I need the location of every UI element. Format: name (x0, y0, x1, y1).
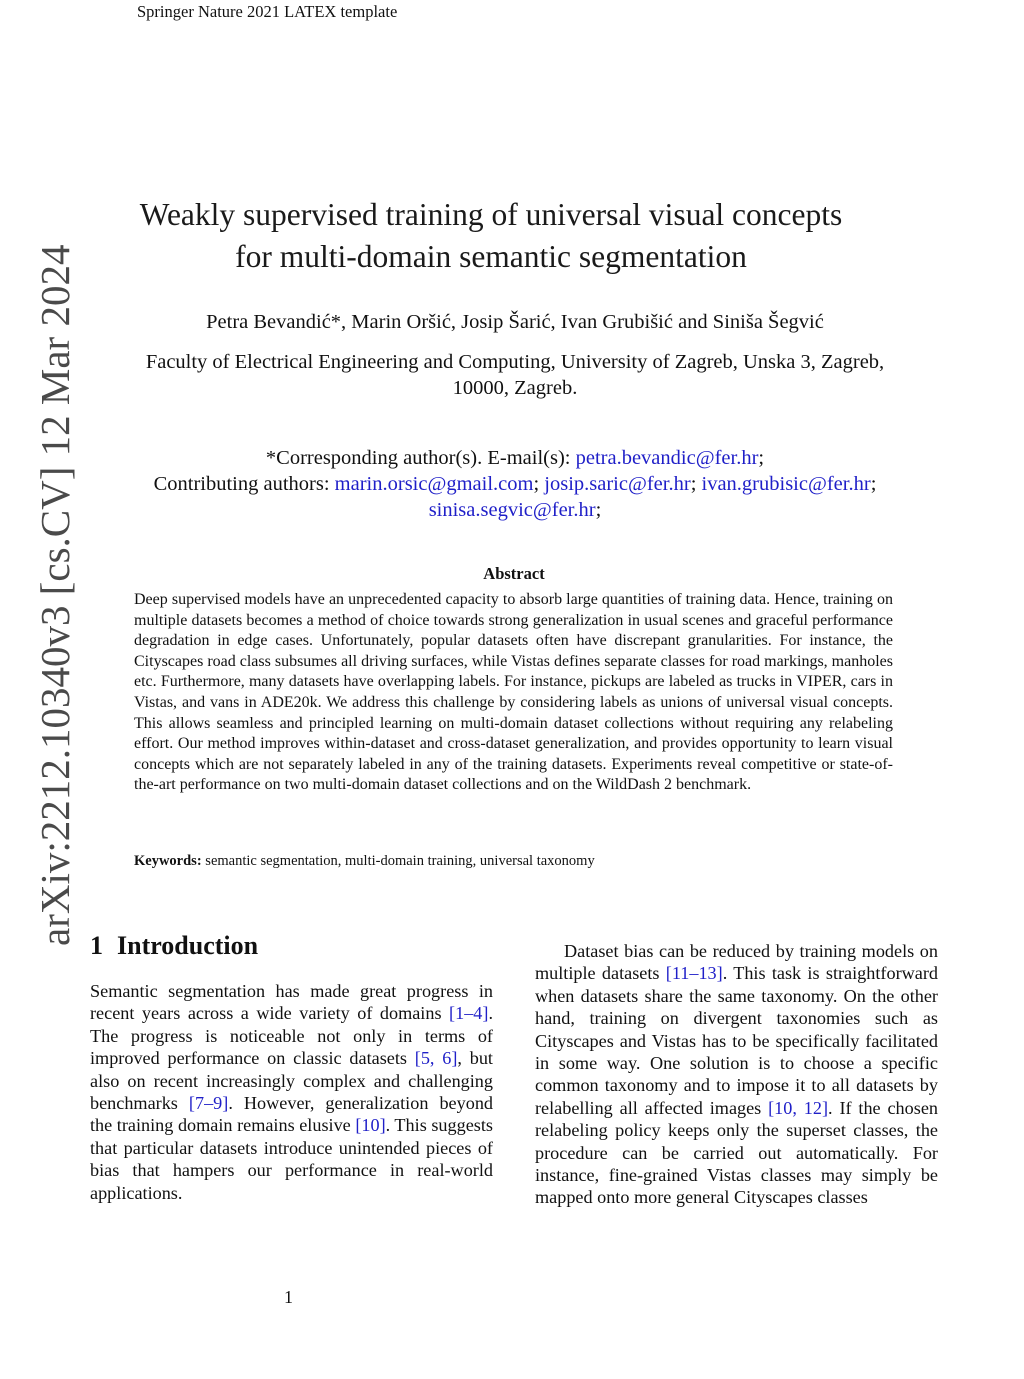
intro-left-column (90, 980, 493, 1204)
email-link[interactable]: marin.orsic@gmail.com (334, 473, 534, 495)
section-title: Introduction (117, 931, 259, 960)
text-run: . This task is straightforward when datasets share the same taxonomy. On the other hand, training on divergent taxonomies such as Cityscapes and Vistas has to be specifically facilitated in some way. One solution is to choose a specific common taxonomy and to impose it to all datasets by relabelling all affected images (535, 963, 938, 1118)
citation-link[interactable]: [5, 6] (414, 1048, 458, 1069)
author-list: Petra Bevandić*, Marin Oršić, Josip Šarić, Ivan Grubišić and Siniša Šegvić (206, 311, 824, 333)
abstract-body: Deep supervised models have an unprecedented capacity to absorb large quantities of training data. Hence, training on multiple datasets becomes a method of choice towards strong generalization in usual scenes and graceful performance degradation in edge cases. Unfortunately, popular datasets often have discrepant granularities. For instance, the Cityscapes road class subsumes all driving surfaces, while Vistas defines separate classes for road markings, manholes etc. Furthermore, many datasets have overlapping labels. For instance, pickups are labeled as trucks in VIPER, cars in Vistas, and vans in ADE20k. We address this challenge by considering labels as unions of universal visual concepts. This allows seamless and principled learning on multi-domain dataset collections without requiring any relabeling effort. Our method improves within-dataset and cross-dataset generalization, and provides opportunity to learn visual concepts which are not separately labeled in any of the training datasets. Experiments reveal competitive or state-of-the-art performance on two multi-domain dataset collections and on the WildDash 2 benchmark. (134, 591, 893, 794)
citation-link[interactable]: [11–13] (665, 963, 723, 984)
text-run: , but also on recent increasingly complex and challenging benchmarks (90, 1048, 493, 1114)
contributing-authors-line-2: sinisa.segvic@fer.hr; (428, 499, 602, 521)
intro-right-column (535, 940, 938, 1209)
keywords (134, 853, 894, 870)
citation-link[interactable]: [10] (355, 1115, 386, 1136)
corresponding-author-line: *Corresponding author(s). E-mail(s): petra.bevandic@fer.hr; (265, 447, 765, 469)
title-line-2: for multi-domain semantic segmentation (235, 239, 747, 274)
affiliation (100, 349, 930, 401)
keywords-label: Keywords: (134, 853, 202, 869)
section-heading (90, 931, 258, 961)
text-run: Semantic segmentation has made great progress in recent years across a wide variety of domains (90, 981, 493, 1024)
contributing-authors-line: Contributing authors: marin.orsic@gmail.com; josip.saric@fer.hr; ivan.grubisic@fer.hr; (153, 473, 877, 495)
email-link[interactable]: petra.bevandic@fer.hr (575, 447, 759, 469)
email-link[interactable]: sinisa.segvic@fer.hr (428, 499, 596, 521)
text-run: . The progress is noticeable not only in terms of improved performance on classic datasets (90, 1003, 493, 1069)
title-line-1: Weakly supervised training of universal visual concepts (139, 197, 843, 232)
contact-block (100, 445, 930, 523)
citation-link[interactable]: [1–4] (449, 1003, 489, 1024)
section-number: 1 (90, 931, 103, 960)
email-link[interactable]: josip.saric@fer.hr (544, 473, 691, 495)
contributing-label: Contributing authors: (153, 473, 335, 495)
keywords-text: semantic segmentation, multi-domain training, universal taxonomy (205, 853, 595, 869)
corresponding-label: *Corresponding author(s). E-mail(s): (265, 447, 576, 469)
abstract-heading: Abstract (483, 564, 545, 583)
text-run: . If the chosen relabeling policy keeps only the superset classes, the procedure can be carried out automatically. For instance, fine-grained Vistas classes may simply be mapped onto more general Cityscapes classes (535, 1097, 938, 1208)
affiliation-line-1: Faculty of Electrical Engineering and Computing, University of Zagreb, Unska 3, Zagreb, (145, 351, 885, 373)
arxiv-sidebar-stamp: arXiv:2212.10340v3 [cs.CV] 12 Mar 2024 (32, 244, 78, 946)
text-run: . However, generalization beyond the training domain remains elusive (90, 1093, 494, 1136)
text-run: . This suggests that particular datasets introduce unintended pieces of bias that hampers our performance in real-world applications. (90, 1115, 493, 1203)
paper-title (100, 194, 882, 278)
affiliation-line-2: 10000, Zagreb. (452, 377, 578, 399)
citation-link[interactable]: [10, 12] (768, 1097, 829, 1118)
running-header: Springer Nature 2021 LATEX template (137, 2, 398, 21)
email-link[interactable]: ivan.grubisic@fer.hr (701, 473, 871, 495)
citation-link[interactable]: [7–9] (188, 1093, 229, 1114)
page-number: 1 (284, 1287, 293, 1307)
text-run: Dataset bias can be reduced by training models on multiple datasets (535, 941, 938, 984)
